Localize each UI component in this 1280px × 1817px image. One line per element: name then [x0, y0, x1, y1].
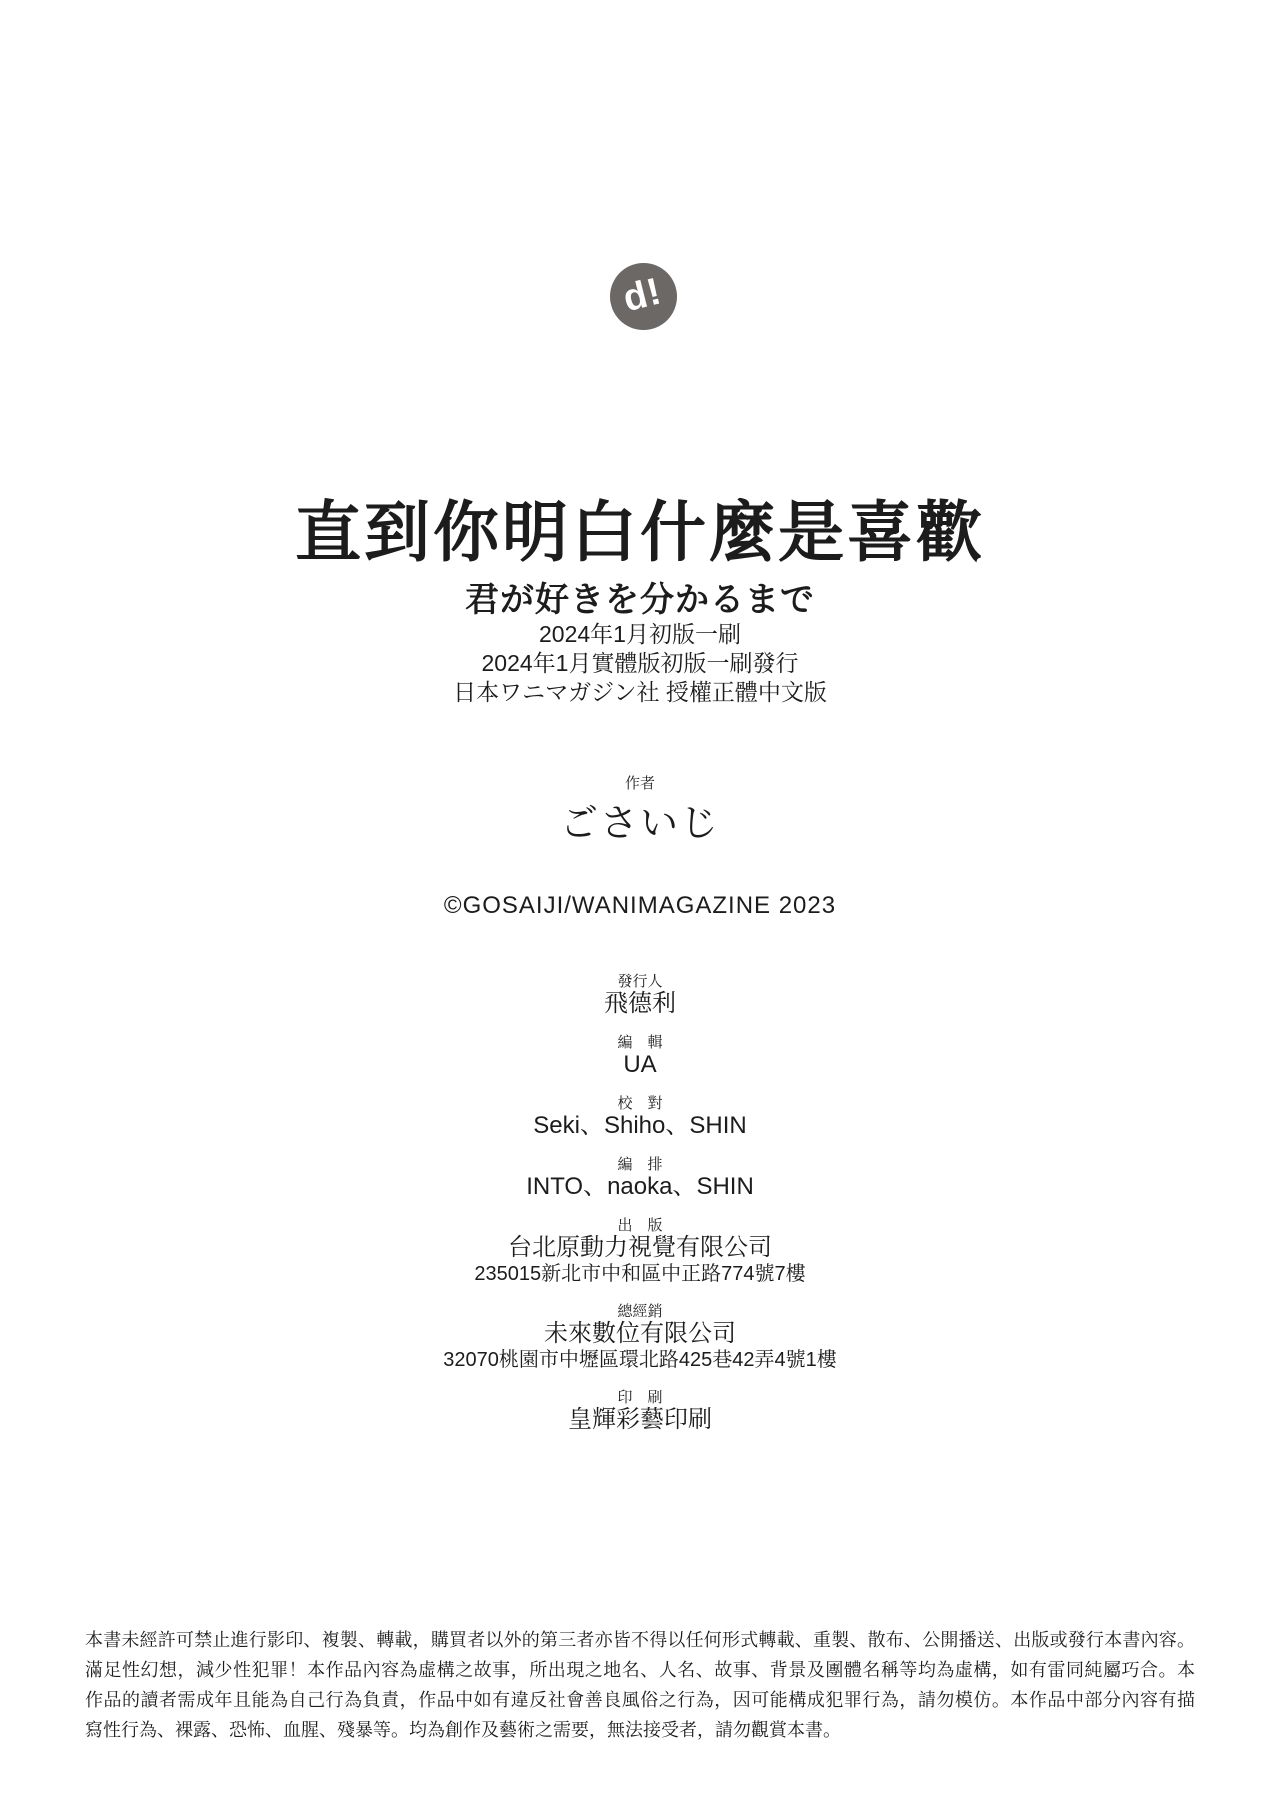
edition-info	[0, 620, 1280, 707]
edition-line-physical-printing: 2024年1月實體版初版一刷發行	[481, 650, 799, 676]
disclaimer-line: 本書未經許可禁止進行影印、複製、轉載，購買者以外的第三者亦皆不得以任何形式轉載、重製、散布、公開播送、出版或發行本書內容。	[85, 1630, 1195, 1650]
credit-value: 飛德利	[604, 990, 676, 1017]
credit-address: 235015新北市中和區中正路774號7樓	[474, 1263, 806, 1285]
credit-publishing-company	[474, 1218, 805, 1285]
credit-label: 編 排	[617, 1156, 663, 1173]
credit-value: Seki、Shiho、SHIN	[533, 1112, 747, 1139]
author-label: 作者	[624, 775, 655, 792]
disclaimer-line: 寫性行為、裸露、恐怖、血腥、殘暴等。均為創作及藝術之需要，無法接受者，請勿觀賞本書。	[85, 1720, 841, 1740]
credit-label: 總經銷	[617, 1303, 663, 1320]
credit-layout	[526, 1157, 754, 1199]
book-subtitle-japanese: 君が好きを分かるまで	[465, 581, 815, 619]
credit-label: 印 刷	[617, 1389, 663, 1406]
disclaimer-line: 滿足性幻想，減少性犯罪！本作品內容為虛構之故事，所出現之地名、人名、故事、背景及團體名稱等均為虛構，如有雷同純屬巧合。本	[85, 1660, 1195, 1680]
credit-label: 出 版	[617, 1217, 663, 1234]
credit-label: 發行人	[617, 973, 663, 990]
credit-value: 台北原動力視覺有限公司	[507, 1234, 772, 1261]
author-name: ごさいじ	[559, 803, 720, 845]
publisher-logo	[610, 263, 677, 330]
credit-proofreading	[533, 1096, 746, 1138]
credit-publisher-person	[604, 974, 676, 1016]
credit-distributor	[443, 1304, 836, 1371]
credit-address: 32070桃園市中壢區環北路425巷42弄4號1樓	[443, 1349, 837, 1371]
legal-disclaimer	[85, 1625, 1195, 1745]
edition-line-first-printing: 2024年1月初版一刷	[539, 621, 741, 647]
credit-value: UA	[623, 1051, 657, 1078]
publisher-logo-icon: d!	[618, 269, 666, 320]
credit-label: 校 對	[617, 1095, 663, 1112]
credit-value: INTO、naoka、SHIN	[526, 1173, 754, 1200]
credits-list	[0, 974, 1280, 1432]
credit-value: 未來數位有限公司	[543, 1320, 736, 1347]
disclaimer-line: 作品的讀者需成年且能為自己行為負責，作品中如有違反社會善良風俗之行為，因可能構成犯罪行為，請勿模仿。本作品中部分內容有描	[85, 1690, 1195, 1710]
book-title: 直到你明白什麼是喜歡	[295, 495, 985, 569]
edition-line-license: 日本ワニマガジン社 授權正體中文版	[453, 679, 827, 705]
copyright-notice: ©GOSAIJI/WANIMAGAZINE 2023	[443, 892, 837, 919]
credit-label: 編 輯	[617, 1034, 663, 1051]
credit-value: 皇輝彩藝印刷	[568, 1406, 712, 1433]
credit-printing	[568, 1390, 712, 1432]
credit-editor	[617, 1035, 662, 1077]
